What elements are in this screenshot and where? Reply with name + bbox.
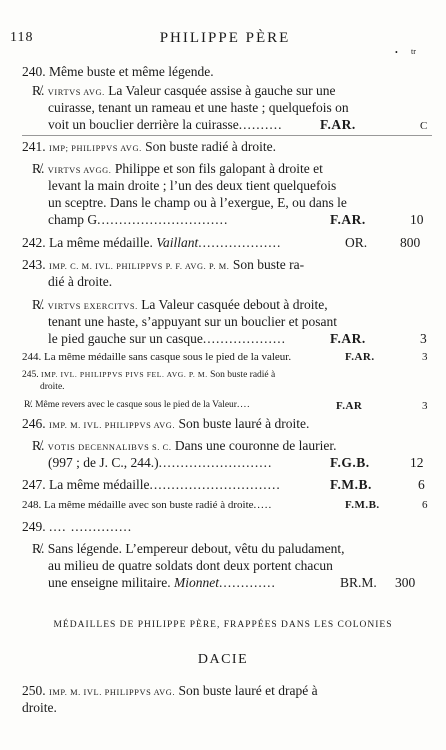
reference [330, 330, 366, 347]
margin-mark-dot: • [395, 48, 398, 57]
legend: IMP; PHILIPPVS AVG. [49, 144, 142, 153]
line: Sans légende. L’empereur debout, vêtu du paludament, [44, 541, 345, 556]
page-number: 118 [10, 30, 34, 45]
reverse-mark: R̸. [32, 541, 45, 556]
leader-dots: .... .............. [49, 519, 133, 534]
value: 3 [422, 351, 428, 363]
author: Vaillant [156, 235, 199, 250]
leader-dots: ................... [198, 235, 282, 250]
line: Son buste lauré et drapé à [175, 683, 318, 698]
line: 248. La même médaille avec son buste radié à droite [22, 499, 254, 511]
reference [345, 350, 375, 364]
line: Même revers avec le casque sous le pied de la Valeur [32, 400, 237, 410]
entry-249-line2: au milieu de quatre soldats dont deux portent chacun [48, 558, 333, 573]
reverse-mark: R̸. [32, 83, 45, 98]
reverse-mark: R̸. [32, 297, 45, 312]
entry-249 [22, 518, 132, 535]
value: 10 [410, 212, 424, 227]
reference [320, 116, 356, 133]
entry-240-reverse-line3 [48, 116, 283, 133]
line: La Valeur casquée debout à droite, [137, 297, 328, 312]
reference: BR.M. [340, 575, 377, 590]
entry-247 [22, 476, 281, 493]
value: 12 [410, 455, 424, 470]
leader-dots: .............................. [97, 212, 229, 227]
line: Philippe et son fils galopant à droite et [111, 161, 323, 176]
line: Son buste ra- [229, 257, 305, 272]
reference-text: F.AR. [345, 351, 375, 363]
line: Son buste radié à droite. [141, 139, 276, 154]
leader-dots: ................... [202, 331, 286, 346]
reference [345, 498, 380, 512]
leader-dots: ............. [218, 575, 276, 590]
entry-249-reverse [32, 540, 345, 557]
legend: IMP. C. M. IVL. PHILIPPVS P. F. AVG. P. M. [49, 262, 230, 271]
reference-text: F.AR. [330, 212, 366, 227]
line: (997 ; de J. C., 244.) [48, 455, 159, 470]
reference: OR. [345, 235, 368, 250]
leader-dots: .............................. [149, 477, 281, 492]
value: 800 [400, 235, 421, 250]
reference-text: F.AR. [330, 331, 366, 346]
line: La même médaille. [45, 235, 157, 250]
entry-249-line3 [48, 574, 276, 591]
entry-243-line2r: tenant une haste, s’appuyant sur un bouclier et posant [48, 314, 338, 329]
reference-text: F.AR. [320, 117, 356, 132]
legend: VIRTVS EXERCITVS. [47, 302, 138, 311]
section-heading: MÉDAILLES DE PHILIPPE PÈRE, FRAPPÉES DANS LES COLONIES [53, 620, 393, 630]
entry-number: 250. [22, 683, 46, 698]
reference [330, 476, 372, 493]
reference-text: F.M.B. [330, 477, 372, 492]
reference-text: F.G.B. [330, 455, 370, 470]
reverse-mark: R̸. [32, 438, 45, 453]
running-title: PHILIPPE PÈRE [159, 30, 291, 46]
value: C [420, 120, 428, 132]
entry-number: 249. [22, 519, 46, 534]
legend: VOTIS DECENNALIBVS S. C. [47, 443, 172, 452]
legend: IMP. IVL. PHILIPPVS PIVS FEL. AVG. P. M. [41, 370, 208, 379]
entry-246-line2 [48, 454, 272, 471]
entry-240 [22, 63, 214, 80]
reference [330, 211, 366, 228]
entry-245 [22, 368, 275, 382]
page-header [10, 30, 440, 50]
entry-243-line2: dié à droite. [48, 274, 113, 289]
line: Son buste radié à [207, 370, 276, 380]
entry-245-reverse [24, 399, 250, 412]
entry-number: 246. [22, 416, 46, 431]
entry-number: 245. [22, 370, 39, 380]
value: 300 [395, 575, 416, 590]
entry-241-line4 [48, 211, 228, 228]
reverse-mark: R̸. [32, 161, 45, 176]
entry-240-reverse-line2: cuirasse, tenant un rameau et une haste ; quelquefois on [48, 100, 349, 115]
entry-243-line3r [48, 330, 286, 347]
section-subheading: DACIE [197, 652, 249, 667]
entry-number: 242. [22, 235, 46, 250]
line: Dans une couronne de laurier. [171, 438, 337, 453]
entry-241 [22, 138, 276, 157]
entry-number: 241. [22, 139, 46, 154]
leader-dots: .......................... [158, 455, 273, 470]
legend: IMP. M. IVL. PHILIPPVS AVG. [49, 421, 176, 430]
reference [330, 454, 370, 471]
leader-dots: .... [236, 400, 251, 410]
reference [336, 399, 362, 413]
entry-241-line3: un sceptre. Dans le champ ou à l’exergue, E, ou dans le [48, 195, 347, 210]
value: 6 [418, 477, 425, 492]
line: La même médaille [45, 477, 150, 492]
reverse-mark: R̸. [24, 400, 33, 410]
divider [22, 135, 432, 136]
entry-number: 243. [22, 257, 46, 272]
legend: VIRTVS AVGG. [47, 166, 112, 175]
value: 3 [420, 331, 427, 346]
author: Mionnet [173, 575, 219, 590]
entry-250-line2: droite. [22, 700, 57, 715]
entry-240-text: 240. Même buste et même légende. [22, 64, 214, 79]
entry-number: 247. [22, 477, 46, 492]
reference-text: F.AR [336, 400, 363, 412]
entry-246 [22, 415, 309, 434]
reference-text: F.M.B. [345, 499, 380, 511]
line: Son buste lauré à droite. [175, 416, 310, 431]
leader-dots: .......... [238, 117, 283, 132]
line: voit un bouclier derrière la cuirasse [48, 117, 239, 132]
margin-mark: tr [411, 47, 416, 56]
entry-241-line2: levant la main droite ; l’un des deux tient quelquefois [48, 178, 337, 193]
entry-242 [22, 234, 281, 251]
line: champ G [48, 212, 98, 227]
entry-245-line2: droite. [40, 382, 65, 392]
entry-244: 244. La même médaille sans casque sous le pied de la valeur. [22, 351, 292, 363]
value: 6 [422, 499, 428, 511]
legend: IMP. M. IVL. PHILIPPVS AVG. [49, 688, 176, 697]
legend: VIRTVS AVG. [47, 88, 105, 97]
entry-248 [22, 498, 272, 512]
leader-dots: ..... [253, 499, 273, 511]
line: une enseigne militaire. [48, 575, 174, 590]
entry-250 [22, 682, 318, 701]
line: le pied gauche sur un casque [48, 331, 203, 346]
line: La Valeur casquée assise à gauche sur une [104, 83, 336, 98]
value: 3 [422, 400, 428, 412]
